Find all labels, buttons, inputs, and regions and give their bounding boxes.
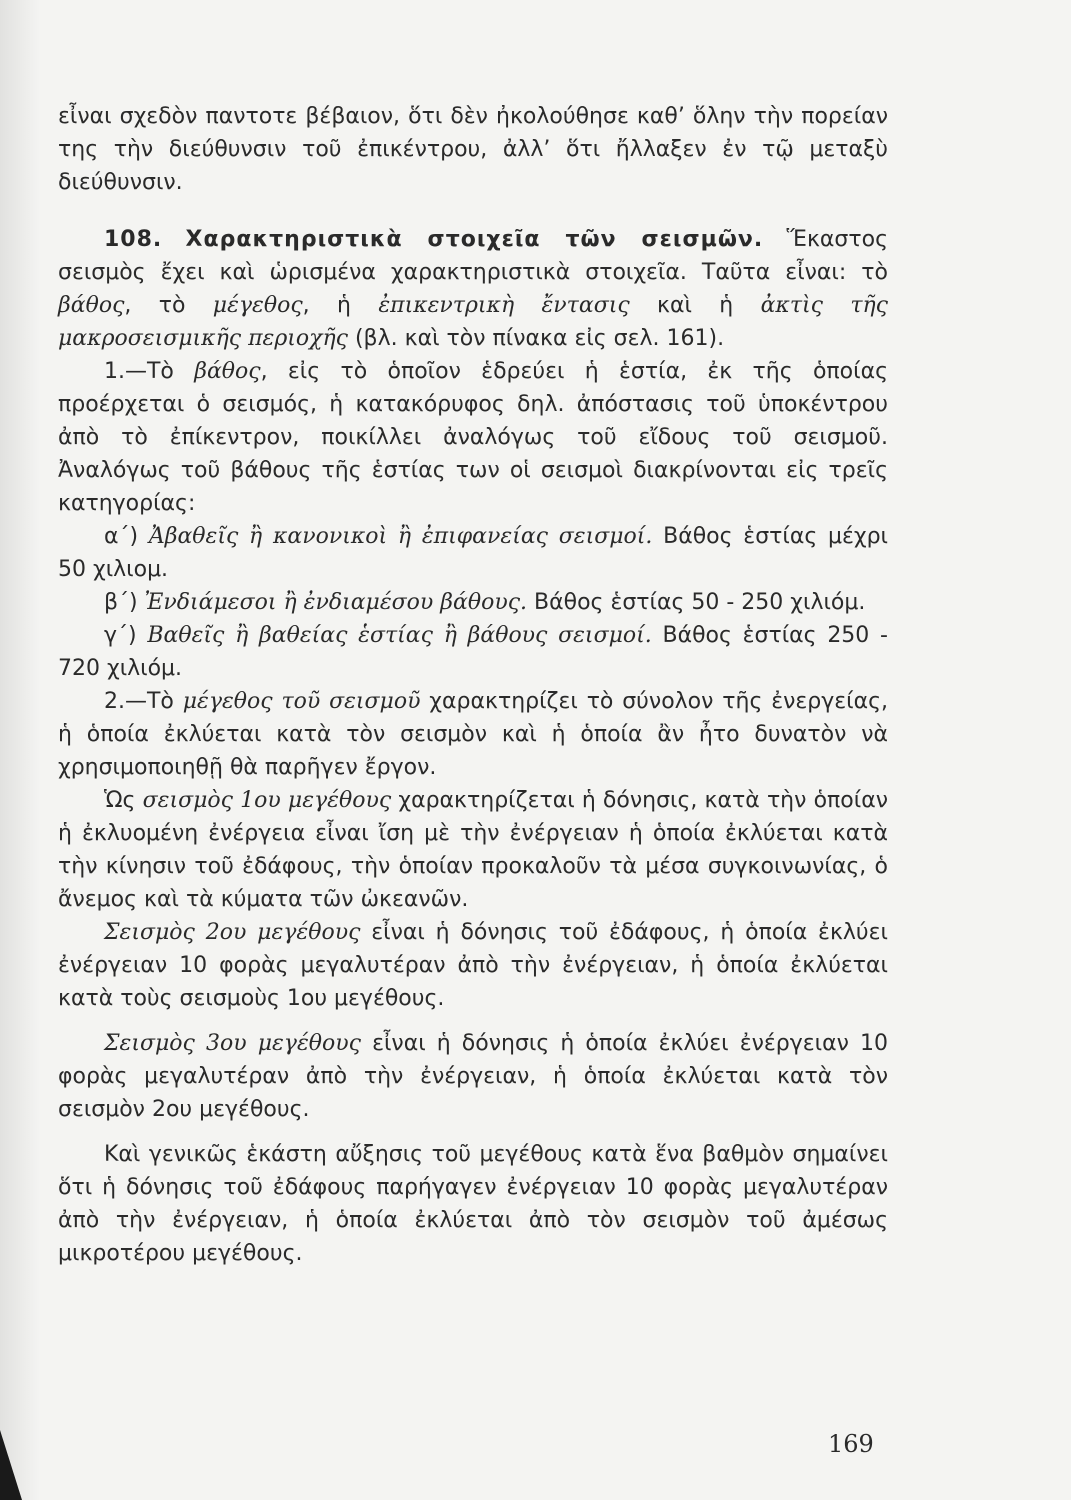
paragraph-general: Καὶ γενικῶς ἑκάστη αὔξησις τοῦ μεγέθους κατὰ ἕνα βαθμὸν σημαίνει ὅτι ἡ δόνησις τοῦ ἐδάφους παρήγαγεν ἐνέργειαν 10 φορὰς μεγαλυτέραν ἀπὸ τὴν ἐνέργειαν, ἡ ὁποία ἐκλύεται ἀπὸ τὸν σεισμὸν τοῦ ἀμέσως μικροτέρου μεγέθους. [58,1142,888,1266]
paragraph-magnitude: 2.—Τὸ μέγεθος τοῦ σεισμοῦ χαρακτηρίζει τὸ σύνολον τῆς ἐνεργείας, ἡ ὁποία ἐκλύεται κατὰ τὸν σεισμὸν καὶ ἡ ὁποία ἂν ἦτο δυνατὸν νὰ χρησιμοποιηθῇ θὰ παρῆγεν ἔργον. [58,689,889,780]
page-text [58,100,888,1270]
paragraph-magnitude-3: Σεισμὸς 3ου μεγέθους εἶναι ἡ δόνησις ἡ ὁποία ἐκλύει ἐνέργειαν 10 φορὰς μεγαλυτέραν ἀπὸ τὴν ἐνέργειαν, ἡ ὁποία ἐκλύεται κατὰ τὸν σεισμὸν 2ου μεγέθους. [58,1031,888,1122]
section-number: 108. [104,227,163,252]
paragraph-magnitude-1: Ὡς σεισμὸς 1ου μεγέθους χαρακτηρίζεται ἡ δόνησις, κατὰ τὴν ὁποίαν ἡ ἐκλυομένη ἐνέργεια εἶναι ἴση μὲ τὴν ἐνέργειαν ἡ ὁποία ἐκλύεται κατὰ τὴν κίνησιν τοῦ ἐδάφους, τὴν ὁποίαν προκαλοῦν τὰ μέσα συγκοινωνίας, ὁ ἄνεμος καὶ τὰ κύματα τῶν ὠκεανῶν. [58,788,888,912]
page-corner [0,1430,22,1500]
paragraph-intro: εἶναι σχεδὸν παντοτε βέβαιον, ὅτι δὲν ἠκολούθησε καθ’ ὅλην τὴν πορείαν της τὴν διεύθυνσιν τοῦ ἐπικέντρου, ἀλλ’ ὅτι ἤλλαξεν ἐν τῷ μεταξὺ διεύθυνσιν. [58,104,888,195]
paragraph-magnitude-2: Σεισμὸς 2ου μεγέθους εἶναι ἡ δόνησις τοῦ ἐδάφους, ἡ ὁποία ἐκλύει ἐνέργειαν 10 φορὰς μεγαλυτέραν ἀπὸ τὴν ἐνέργειαν, ἡ ὁποία ἐκλύεται κατὰ τοὺς σεισμοὺς 1ου μεγέθους. [58,920,889,1011]
paragraph-depth: 1.—Τὸ βάθος, εἰς τὸ ὁποῖον ἑδρεύει ἡ ἑστία, ἐκ τῆς ὁποίας προέρχεται ὁ σεισμός, ἡ κατακόρυφος δηλ. ἀπόστασις τοῦ ὑποκέντρου ἀπὸ τὸ ἐπίκεντρον, ποικίλλει ἀναλόγως τοῦ εἴδους τοῦ σεισμοῦ. Ἀναλόγως τοῦ βάθους τῆς ἑστίας των οἱ σεισμοὶ διακρίνονται εἰς τρεῖς κατηγορίας: [58,359,888,516]
page-number: 169 [828,1430,874,1458]
category-a: α΄) Ἀβαθεῖς ἢ κανονικοὶ ἢ ἐπιφανείας σεισμοί. Βάθος ἑστίας μέχρι 50 χιλιομ. [58,524,888,582]
section-title: Χαρακτηριστικὰ στοιχεῖα τῶν σεισμῶν. [185,227,764,252]
page-shadow [0,0,40,1500]
section-108: 108. Χαρακτηριστικὰ στοιχεῖα τῶν σεισμῶν. Ἕκαστος σεισμὸς ἔχει καὶ ὡρισμένα χαρακτηριστικὰ στοιχεῖα. Ταῦτα εἶναι: τὸ βάθος, τὸ μέγεθος, ἡ ἐπικεντρικὴ ἔντασις καὶ ἡ ἀκτὶς τῆς μακροσεισμικῆς περιοχῆς (βλ. καὶ τὸν πίνακα εἰς σελ. 161). [58,227,888,351]
category-c: γ΄) Βαθεῖς ἢ βαθείας ἑστίας ἢ βάθους σεισμοί. Βάθος ἑστίας 250 - 720 χιλιόμ. [58,623,888,681]
category-b: β΄) Ἐνδιάμεσοι ἢ ἐνδιαμέσου βάθους. Βάθος ἑστίας 50 - 250 χιλιόμ. [104,590,866,615]
